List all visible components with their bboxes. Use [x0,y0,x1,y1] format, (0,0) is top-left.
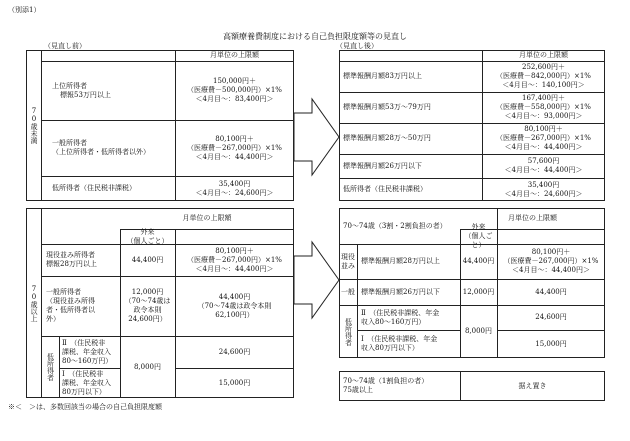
category-income-83: 標準報酬月額83万円以上 [343,72,422,80]
category-active-income-note: 標報28万円以上 [46,260,97,268]
amount-line: 167,400円＋ [522,94,565,102]
category-active-income: 現役並み所得者 [46,251,95,259]
amount-line: ＜4月目～：44,400円＞ [195,152,274,161]
low-income-label: 低所得者 [344,317,353,346]
low-income-ii: Ⅱ （住民税非 [62,338,106,347]
category-income-28-above: 標準報酬月額28万円以上 [361,257,440,265]
low-income-ii-note: 課税、年金収入 [62,347,111,356]
outpatient-note: 政令本則 [133,306,162,314]
amount-line: （医療費－267,000円）×1% [496,134,591,142]
category-general-income-note: （上位所得者・低所得者以外） [52,148,150,156]
outpatient-header: 外来 [471,223,486,231]
before-label: （見直し前） [44,42,86,50]
low-income-i: Ⅰ （住民税非課税、年金 [361,335,438,343]
footnote: ※＜ ＞は、多数回該当の場合の自己負担限度額 [8,403,162,411]
right-arrow-icon [292,97,342,177]
active-income-label: 現役並み [341,252,355,270]
outpatient-note: （70～74歳は [124,297,171,305]
category-low-income: 低所得者（住民税非課税） [343,185,427,193]
amount-line: （医療費－558,000円）×1% [496,103,591,111]
category-income-26-below: 標準報酬月額26万円以下 [343,161,422,170]
low-income-i-amount: 15,000円 [535,339,567,348]
category-high-income: 上位所得者 [52,81,87,90]
general-amount: 44,400円 [535,287,567,296]
amount-line: （医療費－267,000円）×1% [187,143,282,152]
low-income-outpatient: 8,000円 [133,362,162,371]
outpatient-amount: 44,400円 [462,257,495,265]
monthly-limit-header: 月単位の上限額 [508,214,557,222]
category-general-income: 一般所得者 [52,139,87,147]
low-income-ii-amount: 24,600円 [218,347,251,356]
amount-line: ＜4月目～：44,400円＞ [512,266,590,274]
monthly-limit-header: 月単位の上限額 [519,51,568,59]
monthly-limit-header: 月単位の上限額 [210,51,259,59]
age-label-over70: 70歳以上 [30,284,38,322]
amount-line: ＜4月目～：93,000円＞ [504,112,583,120]
low-income-i-note: 80万円以下） [62,387,106,396]
category-general-note: 外） [46,315,60,323]
amount-line: 62,100円） [215,310,254,319]
amount-line: 35,400円 [527,180,560,189]
category-income-28-50: 標準報酬月額28万～50万円 [343,134,431,142]
category-general-note: 者・低所得者以 [46,306,95,314]
outpatient-amount: 44,400円 [131,255,164,264]
outpatient-note: 24,600円） [128,315,167,323]
amount-line: 35,400円 [218,179,251,188]
amount-line: （医療費－267,000円）×1% [503,257,599,265]
attachment-label: （別添1） [8,6,41,14]
amount-line: 44,400円 [218,292,251,301]
category-low-income: 低所得者（住民税非課税） [52,184,136,192]
amount-line: ＜4月目～：140,100円＞ [502,81,585,89]
amount-line: 150,000円＋ [213,77,256,85]
outpatient-header-note: （個人ごと） [464,232,493,249]
group-label-1割: 70～74歳（1割負担の者） [343,377,429,385]
amount-line: ＜4月目～：44,400円＞ [195,264,274,273]
amount-line: 80,100円＋ [215,246,254,255]
amount-line: ＜4月目～：24,600円＞ [504,189,583,198]
low-income-i-amount: 15,000円 [218,378,251,387]
amount-line: ＜4月目～：24,600円＞ [195,188,274,197]
unchanged-value: 据え置き [518,381,547,390]
amount-line: （医療費－500,000円）×1% [187,86,282,94]
outpatient-header: 外来 [140,227,155,236]
amount-line: ＜4月目～：83,400円＞ [195,95,274,103]
low-income-ii: Ⅱ （住民税非課税、年金 [361,308,440,317]
low-income-i: Ⅰ （住民税非 [62,369,104,378]
after-label: （見直し後） [336,42,378,50]
low-income-label: 低所得者 [46,353,55,381]
outpatient-amount: 12,000円 [131,288,164,296]
category-income-53-79: 標準報酬月額53万～79万円 [343,103,431,111]
low-income-outpatient: 8,000円 [464,327,493,335]
amount-line: ＜4月目～：44,400円＞ [504,143,583,151]
outpatient-header-note: （個人ごと） [126,236,169,245]
amount-line: （医療費－842,000円）×1% [496,72,591,80]
group-label-75-plus: 75歳以上 [343,386,373,394]
amount-line: ＜4月目～：44,400円＞ [504,166,583,174]
category-high-income-note: 標報53万円以上 [60,90,111,99]
group-label-70-74: 70～74歳（3割・2割負担の者） [343,221,447,230]
amount-line: （70～74歳は政令本則 [197,301,272,310]
category-general: 一般所得者 [46,288,81,296]
amount-line: 57,600円 [527,157,560,165]
monthly-limit-header: 月単位の上限額 [182,214,232,222]
amount-line: 80,100円＋ [531,248,571,256]
amount-line: （医療費－267,000円）×1% [187,255,282,264]
low-income-ii-note: 収入80～160万円） [361,317,426,326]
amount-line: 252,600円＋ [522,63,565,71]
low-income-ii-note: 80～160万円） [62,356,113,365]
age-label-under70: 70歳未満 [30,107,38,144]
low-income-i-note: 収入80万円以下） [361,344,419,352]
outpatient-amount: 12,000円 [462,287,495,296]
category-general-note: （現役並み所得 [46,297,95,305]
category-income-26-below: 標準報酬月額26万円以下 [361,287,440,296]
low-income-i-note: 課税、年金収入 [62,378,111,387]
amount-line: 80,100円＋ [524,125,563,133]
document-title: 高額療養費制度における自己負担限度額等の見直し [223,32,407,41]
general-label: 一般 [341,287,355,296]
amount-line: 80,100円＋ [215,134,254,143]
right-arrow-icon [292,240,342,320]
low-income-ii-amount: 24,600円 [535,313,567,321]
